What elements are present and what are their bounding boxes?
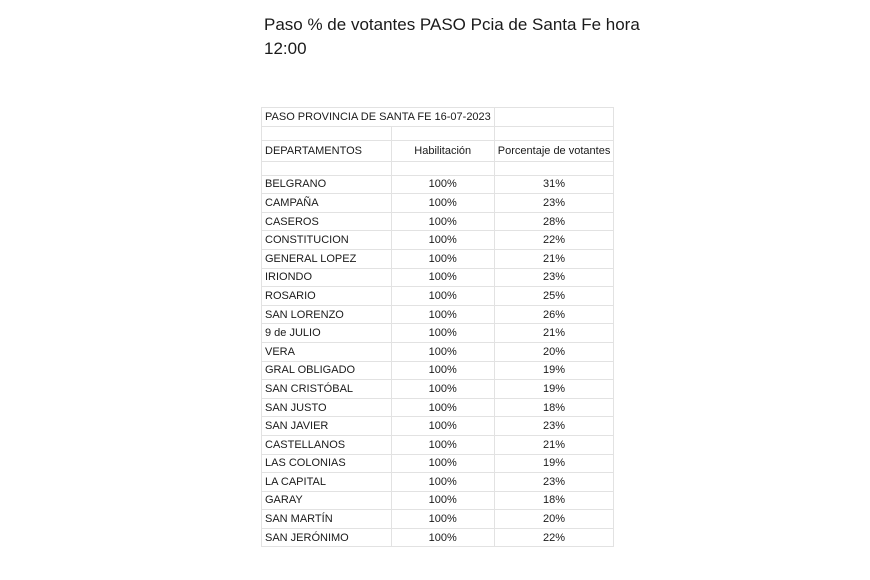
department-cell: SAN JERÓNIMO <box>262 528 392 547</box>
habilitacion-cell: 100% <box>391 417 494 436</box>
turnout-cell: 23% <box>494 268 614 287</box>
habilitacion-cell: 100% <box>391 305 494 324</box>
column-header-habilitacion: Habilitación <box>391 140 494 161</box>
turnout-cell: 21% <box>494 324 614 343</box>
habilitacion-cell: 100% <box>391 324 494 343</box>
department-cell: GARAY <box>262 491 392 510</box>
table-row <box>262 305 614 324</box>
department-cell: CASEROS <box>262 212 392 231</box>
habilitacion-cell: 100% <box>391 249 494 268</box>
table-row <box>262 249 614 268</box>
habilitacion-cell: 100% <box>391 342 494 361</box>
habilitacion-cell: 100% <box>391 510 494 529</box>
table-row <box>262 528 614 547</box>
turnout-cell: 23% <box>494 417 614 436</box>
table-row <box>262 473 614 492</box>
turnout-cell: 31% <box>494 175 614 194</box>
table-row <box>262 194 614 213</box>
habilitacion-cell: 100% <box>391 528 494 547</box>
empty-cell <box>262 126 392 140</box>
turnout-cell: 19% <box>494 454 614 473</box>
turnout-cell: 18% <box>494 491 614 510</box>
department-cell: VERA <box>262 342 392 361</box>
department-cell: GENERAL LOPEZ <box>262 249 392 268</box>
empty-cell <box>494 108 614 127</box>
department-cell: BELGRANO <box>262 175 392 194</box>
turnout-cell: 21% <box>494 435 614 454</box>
table-caption-row <box>262 108 614 127</box>
habilitacion-cell: 100% <box>391 398 494 417</box>
table-header-row <box>262 140 614 161</box>
turnout-cell: 20% <box>494 510 614 529</box>
turnout-cell: 19% <box>494 380 614 399</box>
empty-cell <box>494 161 614 175</box>
department-cell: LAS COLONIAS <box>262 454 392 473</box>
habilitacion-cell: 100% <box>391 380 494 399</box>
habilitacion-cell: 100% <box>391 212 494 231</box>
table-caption: PASO PROVINCIA DE SANTA FE 16-07-2023 <box>262 108 495 127</box>
turnout-cell: 18% <box>494 398 614 417</box>
page-title: Paso % de votantes PASO Pcia de Santa Fe hora 12:00 <box>264 15 640 58</box>
habilitacion-cell: 100% <box>391 268 494 287</box>
department-cell: 9 de JULIO <box>262 324 392 343</box>
turnout-table <box>261 107 614 547</box>
table-row <box>262 324 614 343</box>
spacer-row <box>262 126 614 140</box>
habilitacion-cell: 100% <box>391 435 494 454</box>
turnout-cell: 21% <box>494 249 614 268</box>
table-row <box>262 342 614 361</box>
table-row <box>262 380 614 399</box>
habilitacion-cell: 100% <box>391 454 494 473</box>
turnout-cell: 20% <box>494 342 614 361</box>
department-cell: GRAL OBLIGADO <box>262 361 392 380</box>
table-row <box>262 268 614 287</box>
table-row <box>262 398 614 417</box>
department-cell: SAN LORENZO <box>262 305 392 324</box>
department-cell: SAN CRISTÓBAL <box>262 380 392 399</box>
department-cell: SAN MARTÍN <box>262 510 392 529</box>
habilitacion-cell: 100% <box>391 361 494 380</box>
habilitacion-cell: 100% <box>391 231 494 250</box>
department-cell: SAN JAVIER <box>262 417 392 436</box>
table-row <box>262 361 614 380</box>
column-header-departamentos: DEPARTAMENTOS <box>262 140 392 161</box>
table-row <box>262 454 614 473</box>
department-cell: LA CAPITAL <box>262 473 392 492</box>
turnout-cell: 22% <box>494 528 614 547</box>
department-cell: CONSTITUCION <box>262 231 392 250</box>
empty-cell <box>494 126 614 140</box>
table-body <box>262 108 614 547</box>
turnout-cell: 25% <box>494 287 614 306</box>
empty-cell <box>391 161 494 175</box>
table-row <box>262 417 614 436</box>
table-row <box>262 510 614 529</box>
turnout-cell: 23% <box>494 473 614 492</box>
empty-cell <box>262 161 392 175</box>
table-row <box>262 287 614 306</box>
habilitacion-cell: 100% <box>391 287 494 306</box>
column-header-porcentaje: Porcentaje de votantes <box>494 140 614 161</box>
department-cell: CASTELLANOS <box>262 435 392 454</box>
habilitacion-cell: 100% <box>391 491 494 510</box>
turnout-cell: 22% <box>494 231 614 250</box>
habilitacion-cell: 100% <box>391 175 494 194</box>
turnout-cell: 19% <box>494 361 614 380</box>
department-cell: ROSARIO <box>262 287 392 306</box>
table-row <box>262 231 614 250</box>
spacer-row <box>262 161 614 175</box>
habilitacion-cell: 100% <box>391 194 494 213</box>
department-cell: IRIONDO <box>262 268 392 287</box>
turnout-cell: 23% <box>494 194 614 213</box>
turnout-cell: 26% <box>494 305 614 324</box>
table-row <box>262 491 614 510</box>
department-cell: CAMPAÑA <box>262 194 392 213</box>
table-row <box>262 435 614 454</box>
table-row <box>262 175 614 194</box>
table-row <box>262 212 614 231</box>
turnout-cell: 28% <box>494 212 614 231</box>
empty-cell <box>391 126 494 140</box>
habilitacion-cell: 100% <box>391 473 494 492</box>
department-cell: SAN JUSTO <box>262 398 392 417</box>
